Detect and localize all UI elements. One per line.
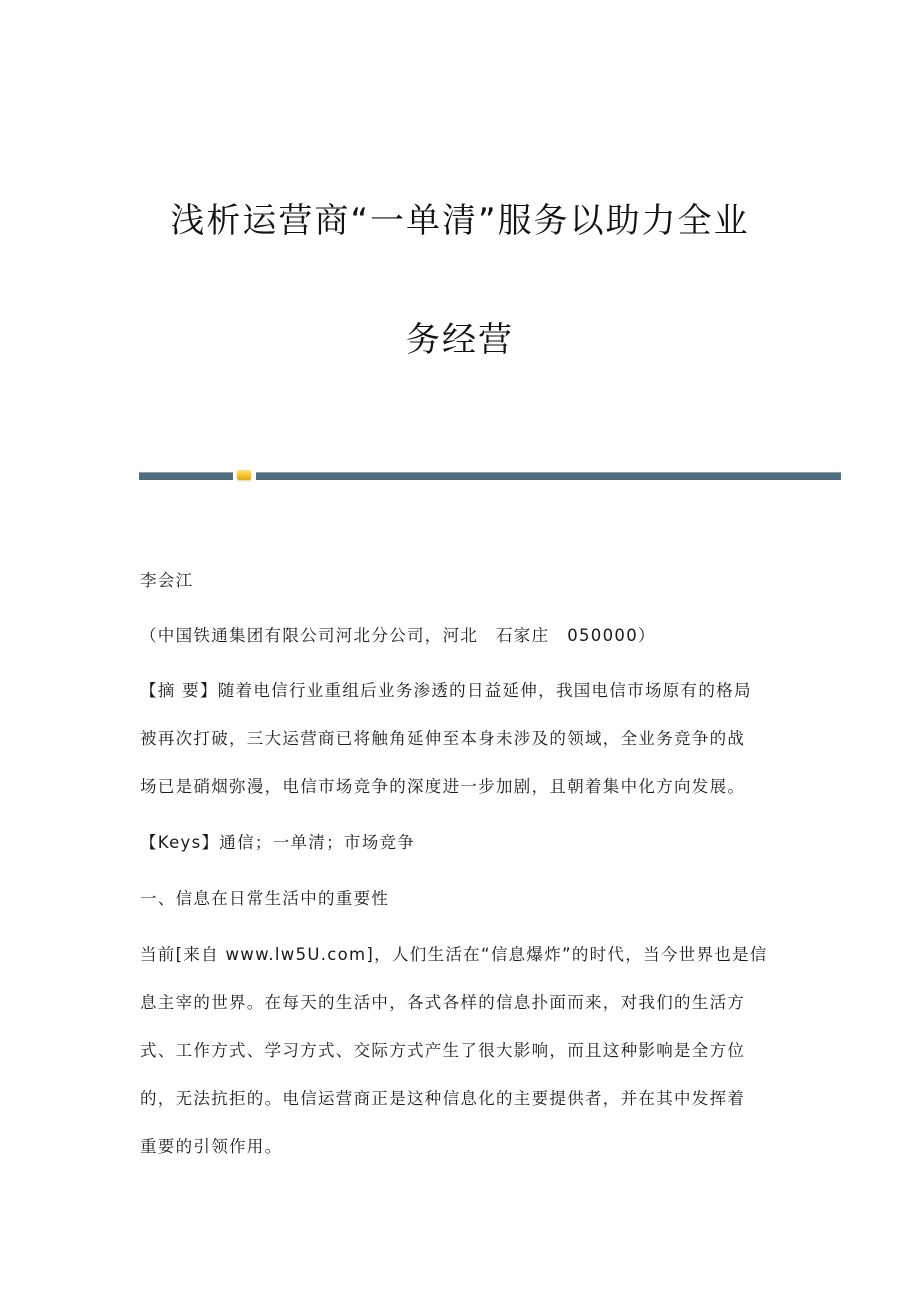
affiliation (140, 612, 780, 660)
keywords-text: 【Keys】通信；一单清；市场竞争 (140, 833, 416, 852)
body-line: 息主宰的世界。在每天的生活中，各式各样的信息扑面而来，对我们的生活方 (140, 993, 746, 1012)
abstract (140, 667, 780, 811)
abstract-line: 【摘 要】随着电信行业重组后业务渗透的日益延伸，我国电信市场原有的格局 (140, 681, 752, 700)
section-heading (140, 875, 780, 923)
body-line: 当前[来自 www.lw5U.com]，人们生活在“信息爆炸”的时代，当今世界也是信 (140, 945, 768, 964)
keywords (140, 819, 780, 867)
author-name: 李会江 (140, 571, 194, 590)
body-paragraph (140, 931, 780, 1171)
author (140, 557, 780, 605)
affiliation-text: （中国铁通集团有限公司河北分公司，河北 石家庄 050000） (140, 626, 656, 645)
body-line: 式、工作方式、学习方式、交际方式产生了很大影响，而且这种影响是全方位 (140, 1041, 746, 1060)
abstract-line: 被再次打破，三大运营商已将触角延伸至本身未涉及的领域，全业务竞争的战 (140, 729, 746, 748)
section-heading-text: 一、信息在日常生活中的重要性 (140, 889, 390, 908)
body-line: 的，无法抗拒的。电信运营商正是这种信息化的主要提供者，并在其中发挥着 (140, 1089, 746, 1108)
gold-gem-icon (237, 470, 251, 480)
title-divider (139, 472, 841, 481)
divider-bar-right (256, 472, 841, 480)
abstract-line: 场已是硝烟弥漫，电信市场竞争的深度进一步加剧，且朝着集中化方向发展。 (140, 777, 746, 796)
divider-bar-left (139, 472, 233, 480)
document-title-line-2: 务经营 (406, 320, 514, 360)
document-title-line-1: 浅析运营商“一单清”服务以助力全业 (170, 201, 750, 241)
body-line: 重要的引领作用。 (140, 1137, 283, 1156)
